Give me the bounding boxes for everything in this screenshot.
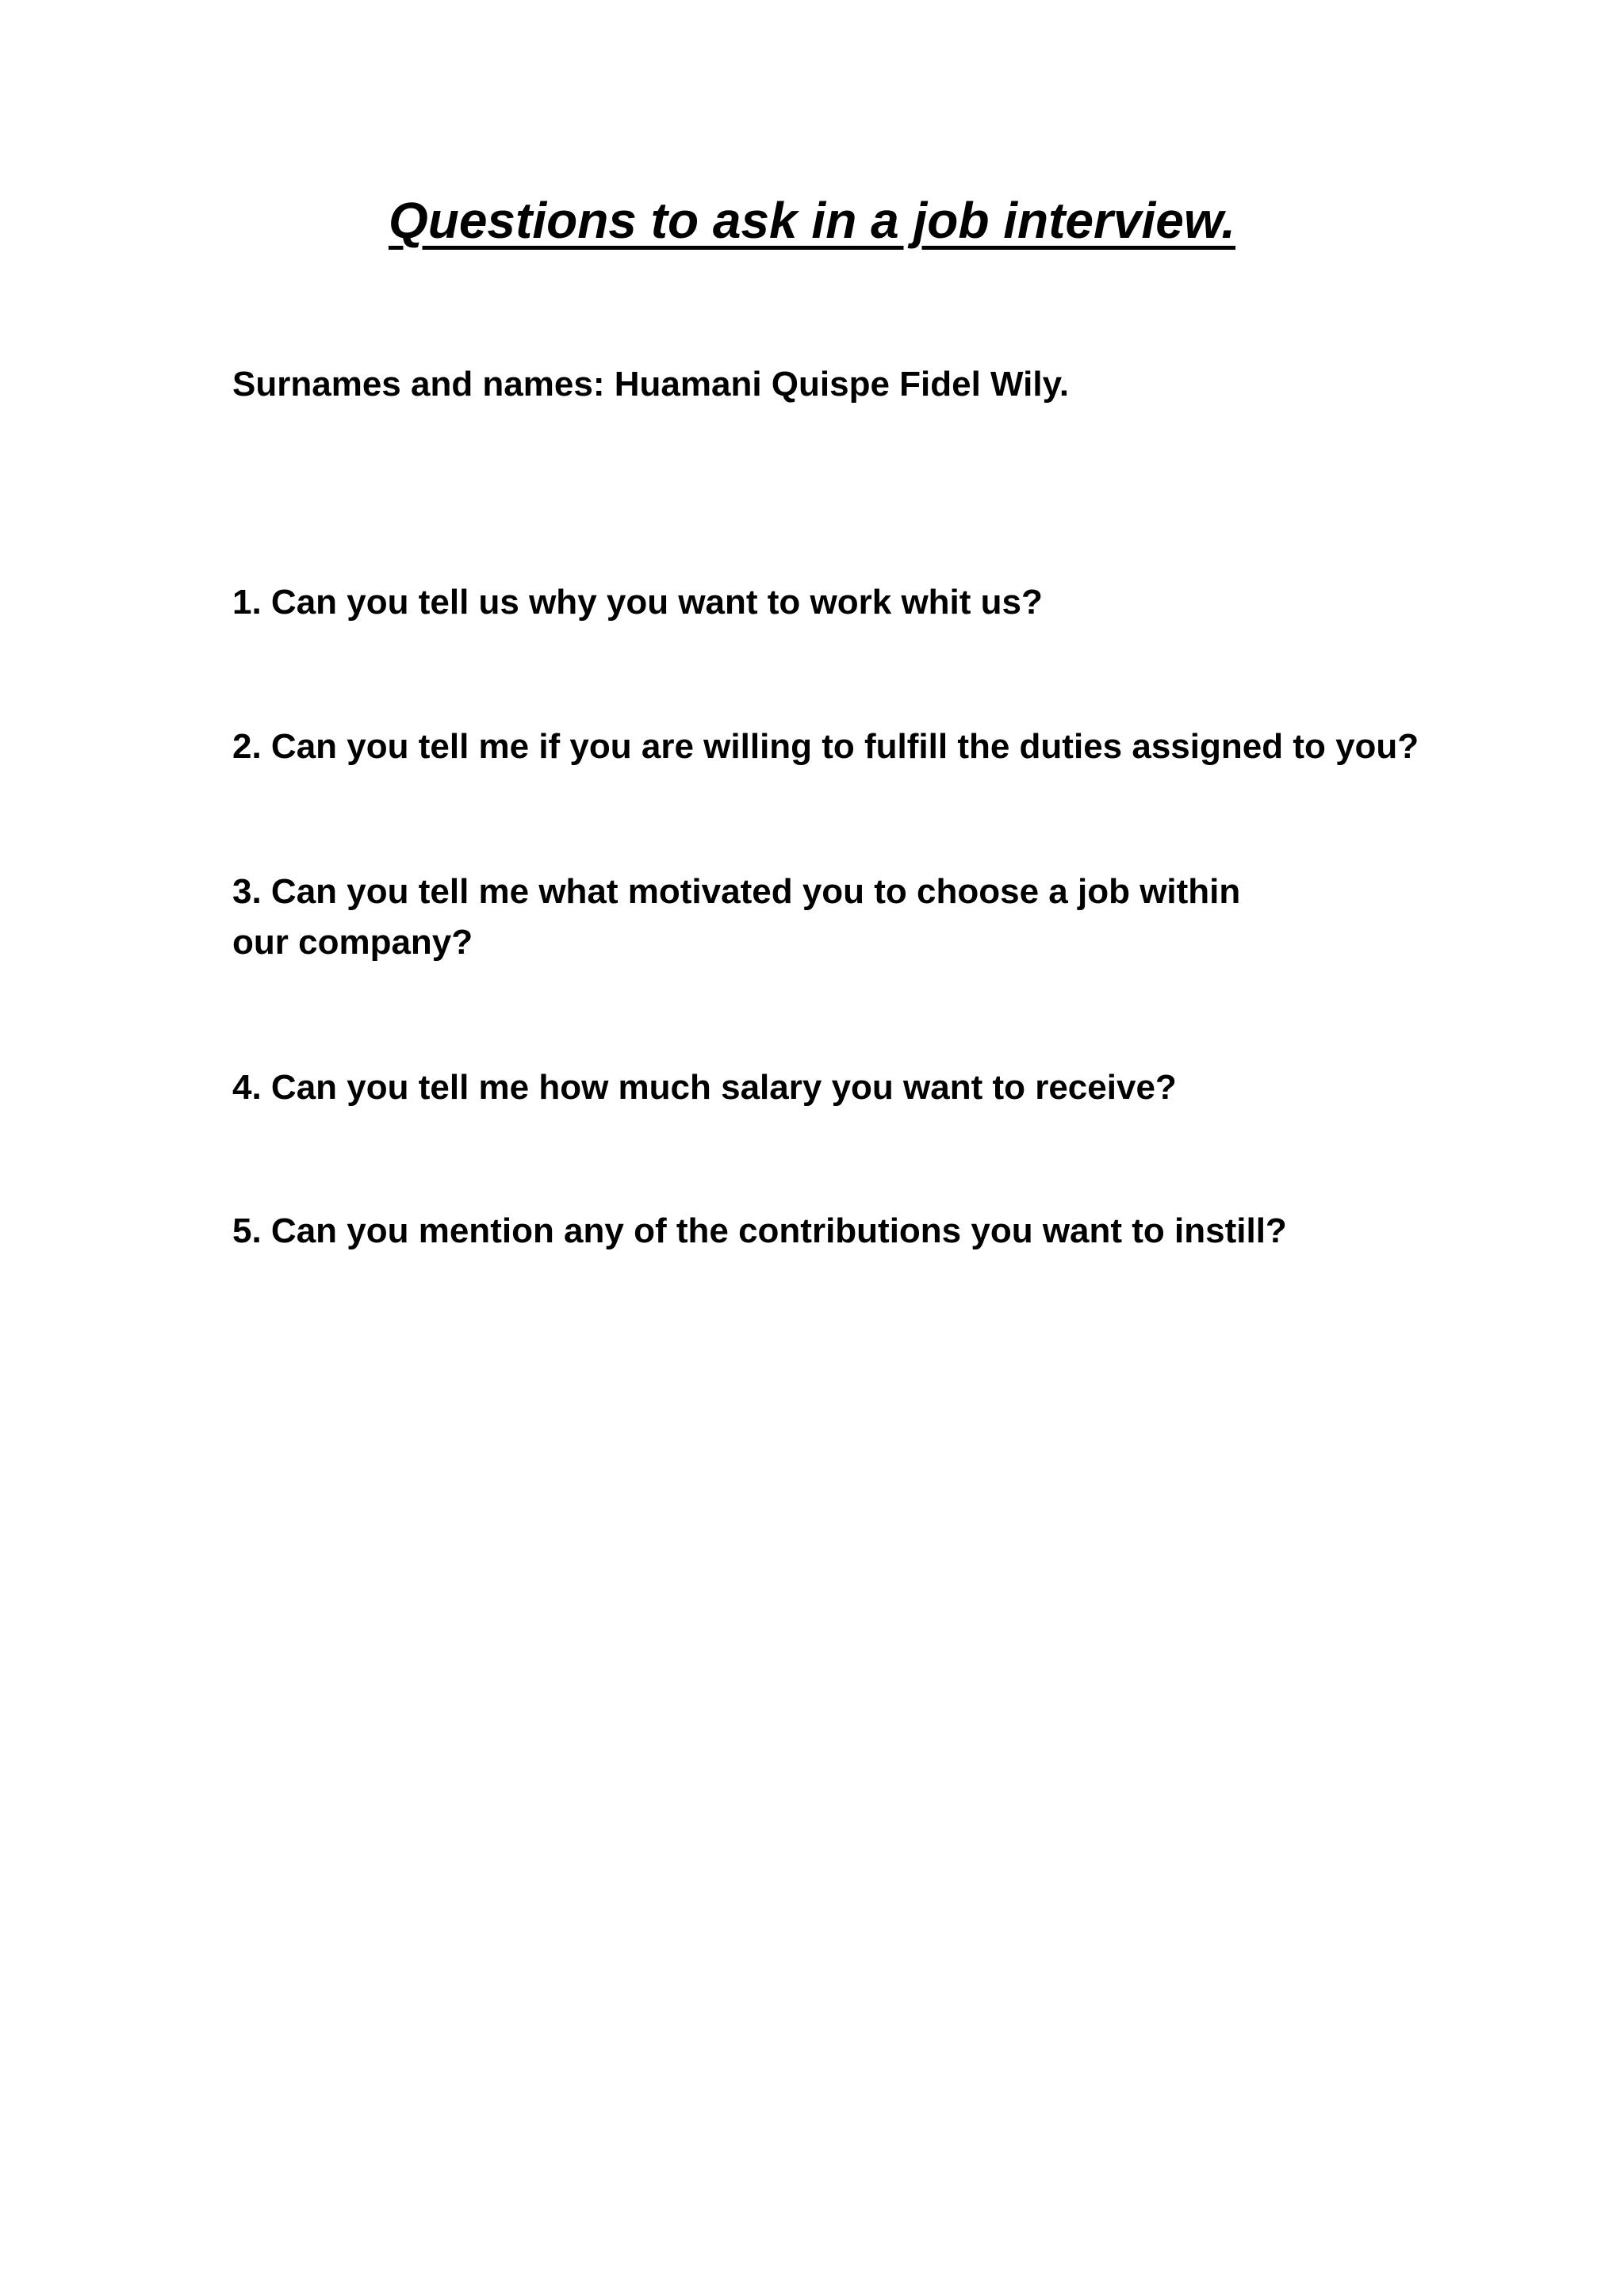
question-5: 5. Can you mention any of the contributions you want to instill? — [232, 1211, 1287, 1250]
student-name-line: Surnames and names: Huamani Quispe Fidel Wily. — [232, 365, 1070, 404]
question-2: 2. Can you tell me if you are willing to fulfill the duties assigned to you? — [232, 727, 1419, 766]
page-title: Questions to ask in a job interview. — [388, 192, 1236, 249]
question-1: 1. Can you tell us why you want to work whit us? — [232, 583, 1043, 622]
question-3: 3. Can you tell me what motivated you to choose a job within our company? — [232, 872, 1241, 962]
question-4: 4. Can you tell me how much salary you want to receive? — [232, 1068, 1177, 1107]
